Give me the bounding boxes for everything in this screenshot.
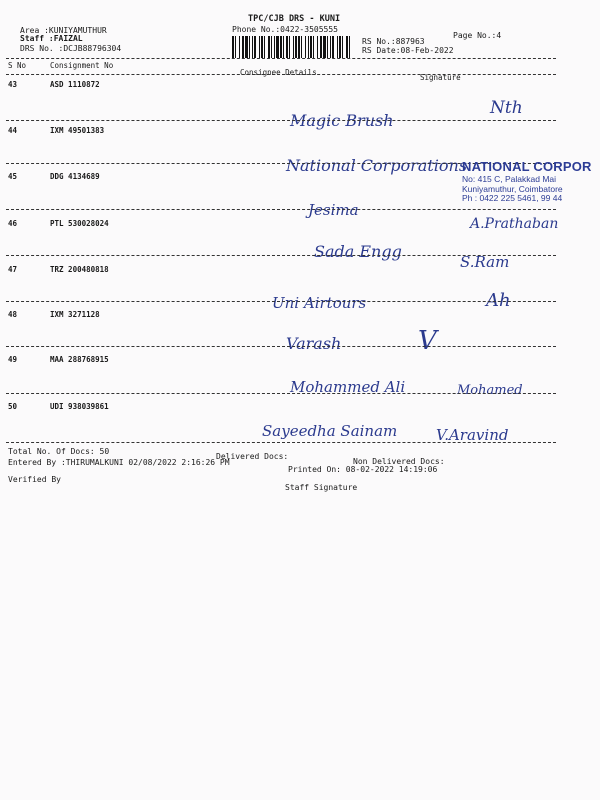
row-48-consignment: IXM 3271128 — [50, 310, 100, 319]
stamp-address: No: 415 C, Palakkad Mai — [462, 173, 557, 184]
rs-date: RS Date:08-Feb-2022 — [362, 46, 454, 55]
row-50-sno: 50 — [8, 402, 18, 411]
row-44-consignee: National Corporations — [286, 156, 468, 175]
row-46-consignee: Sada Engg — [314, 242, 402, 261]
row-45-signature: A.Prathaban — [470, 216, 559, 232]
col-consignment-no: Consignment No — [50, 61, 114, 70]
row-50-consignment: UDI 938039861 — [50, 402, 109, 411]
row-43-consignee: Magic Brush — [290, 111, 394, 130]
row-44-consignment: IXM 49501383 — [50, 126, 105, 135]
phone-number: Phone No.:0422-3505555 — [232, 25, 338, 34]
header-divider — [6, 58, 556, 59]
col-consignee-details: Consignee Details — [240, 68, 317, 77]
row-43-sno: 43 — [8, 80, 18, 89]
page-number: Page No.:4 — [453, 31, 502, 40]
row-48-sno: 48 — [8, 310, 18, 319]
row-49-signature: Mohamed — [457, 383, 523, 398]
barcode-image — [232, 36, 352, 58]
stamp-city: Kuniyamuthur, Coimbatore — [462, 183, 563, 194]
row-45-consignment: DDG 4134689 — [50, 172, 100, 181]
row-divider — [6, 393, 556, 394]
non-delivered-docs: Non Delivered Docs: — [353, 457, 445, 466]
row-46-consignment: PTL 530028024 — [50, 219, 109, 228]
row-46-sno: 46 — [8, 219, 18, 228]
row-47-consignee: Uni Airtours — [272, 294, 367, 312]
stamp-phone: Ph : 0422 225 5461, 99 44 — [462, 193, 563, 204]
row-47-sno: 47 — [8, 265, 18, 274]
row-46-signature: S.Ram — [460, 253, 510, 271]
row-divider — [6, 346, 556, 347]
row-47-signature: Ah — [486, 290, 511, 311]
row-48-signature: V — [418, 326, 437, 356]
row-44-sno: 44 — [8, 126, 18, 135]
row-47-consignment: TRZ 200480818 — [50, 265, 109, 274]
row-divider — [6, 120, 556, 121]
drs-number: DRS No. :DCJB88796304 — [20, 44, 122, 53]
printed-on: Printed On: 08-02-2022 14:19:06 — [288, 465, 438, 474]
row-43-signature: Nth — [490, 98, 523, 118]
row-divider — [6, 255, 556, 256]
entered-by: Entered By :THIRUMALKUNI 02/08/2022 2:16:26 PM — [8, 458, 230, 467]
row-45-sno: 45 — [8, 172, 18, 181]
total-docs: Total No. Of Docs: 50 — [8, 447, 110, 456]
col-s-no: S No — [8, 61, 27, 70]
col-signature: Signature — [420, 73, 461, 82]
staff-signature: Staff Signature — [285, 483, 358, 492]
rs-number: RS No.:887963 — [362, 37, 425, 46]
row-49-sno: 49 — [8, 355, 18, 364]
row-50-signature: V.Aravind — [436, 426, 509, 444]
delivered-docs: Delivered Docs: — [216, 452, 289, 461]
row-divider — [6, 442, 556, 443]
row-45-consignee: Jesima — [308, 201, 359, 219]
stamp-name: NATIONAL CORPOR — [462, 159, 592, 174]
document-title: TPC/CJB DRS - KUNI — [248, 14, 341, 24]
row-divider — [6, 301, 556, 302]
row-50-consignee: Sayeedha Sainam — [262, 422, 398, 440]
area-label: Area :KUNIYAMUTHUR — [20, 26, 107, 35]
company-stamp — [462, 160, 592, 204]
row-49-consignment: MAA 288768915 — [50, 355, 109, 364]
columns-divider — [6, 74, 556, 75]
staff-label: Staff :FAIZAL — [20, 34, 83, 43]
row-49-consignee: Mohammed Ali — [290, 378, 406, 396]
verified-by: Verified By — [8, 475, 61, 484]
row-43-consignment: ASD 1110872 — [50, 80, 100, 89]
row-divider — [6, 209, 556, 210]
row-48-consignee: Varash — [286, 334, 342, 353]
